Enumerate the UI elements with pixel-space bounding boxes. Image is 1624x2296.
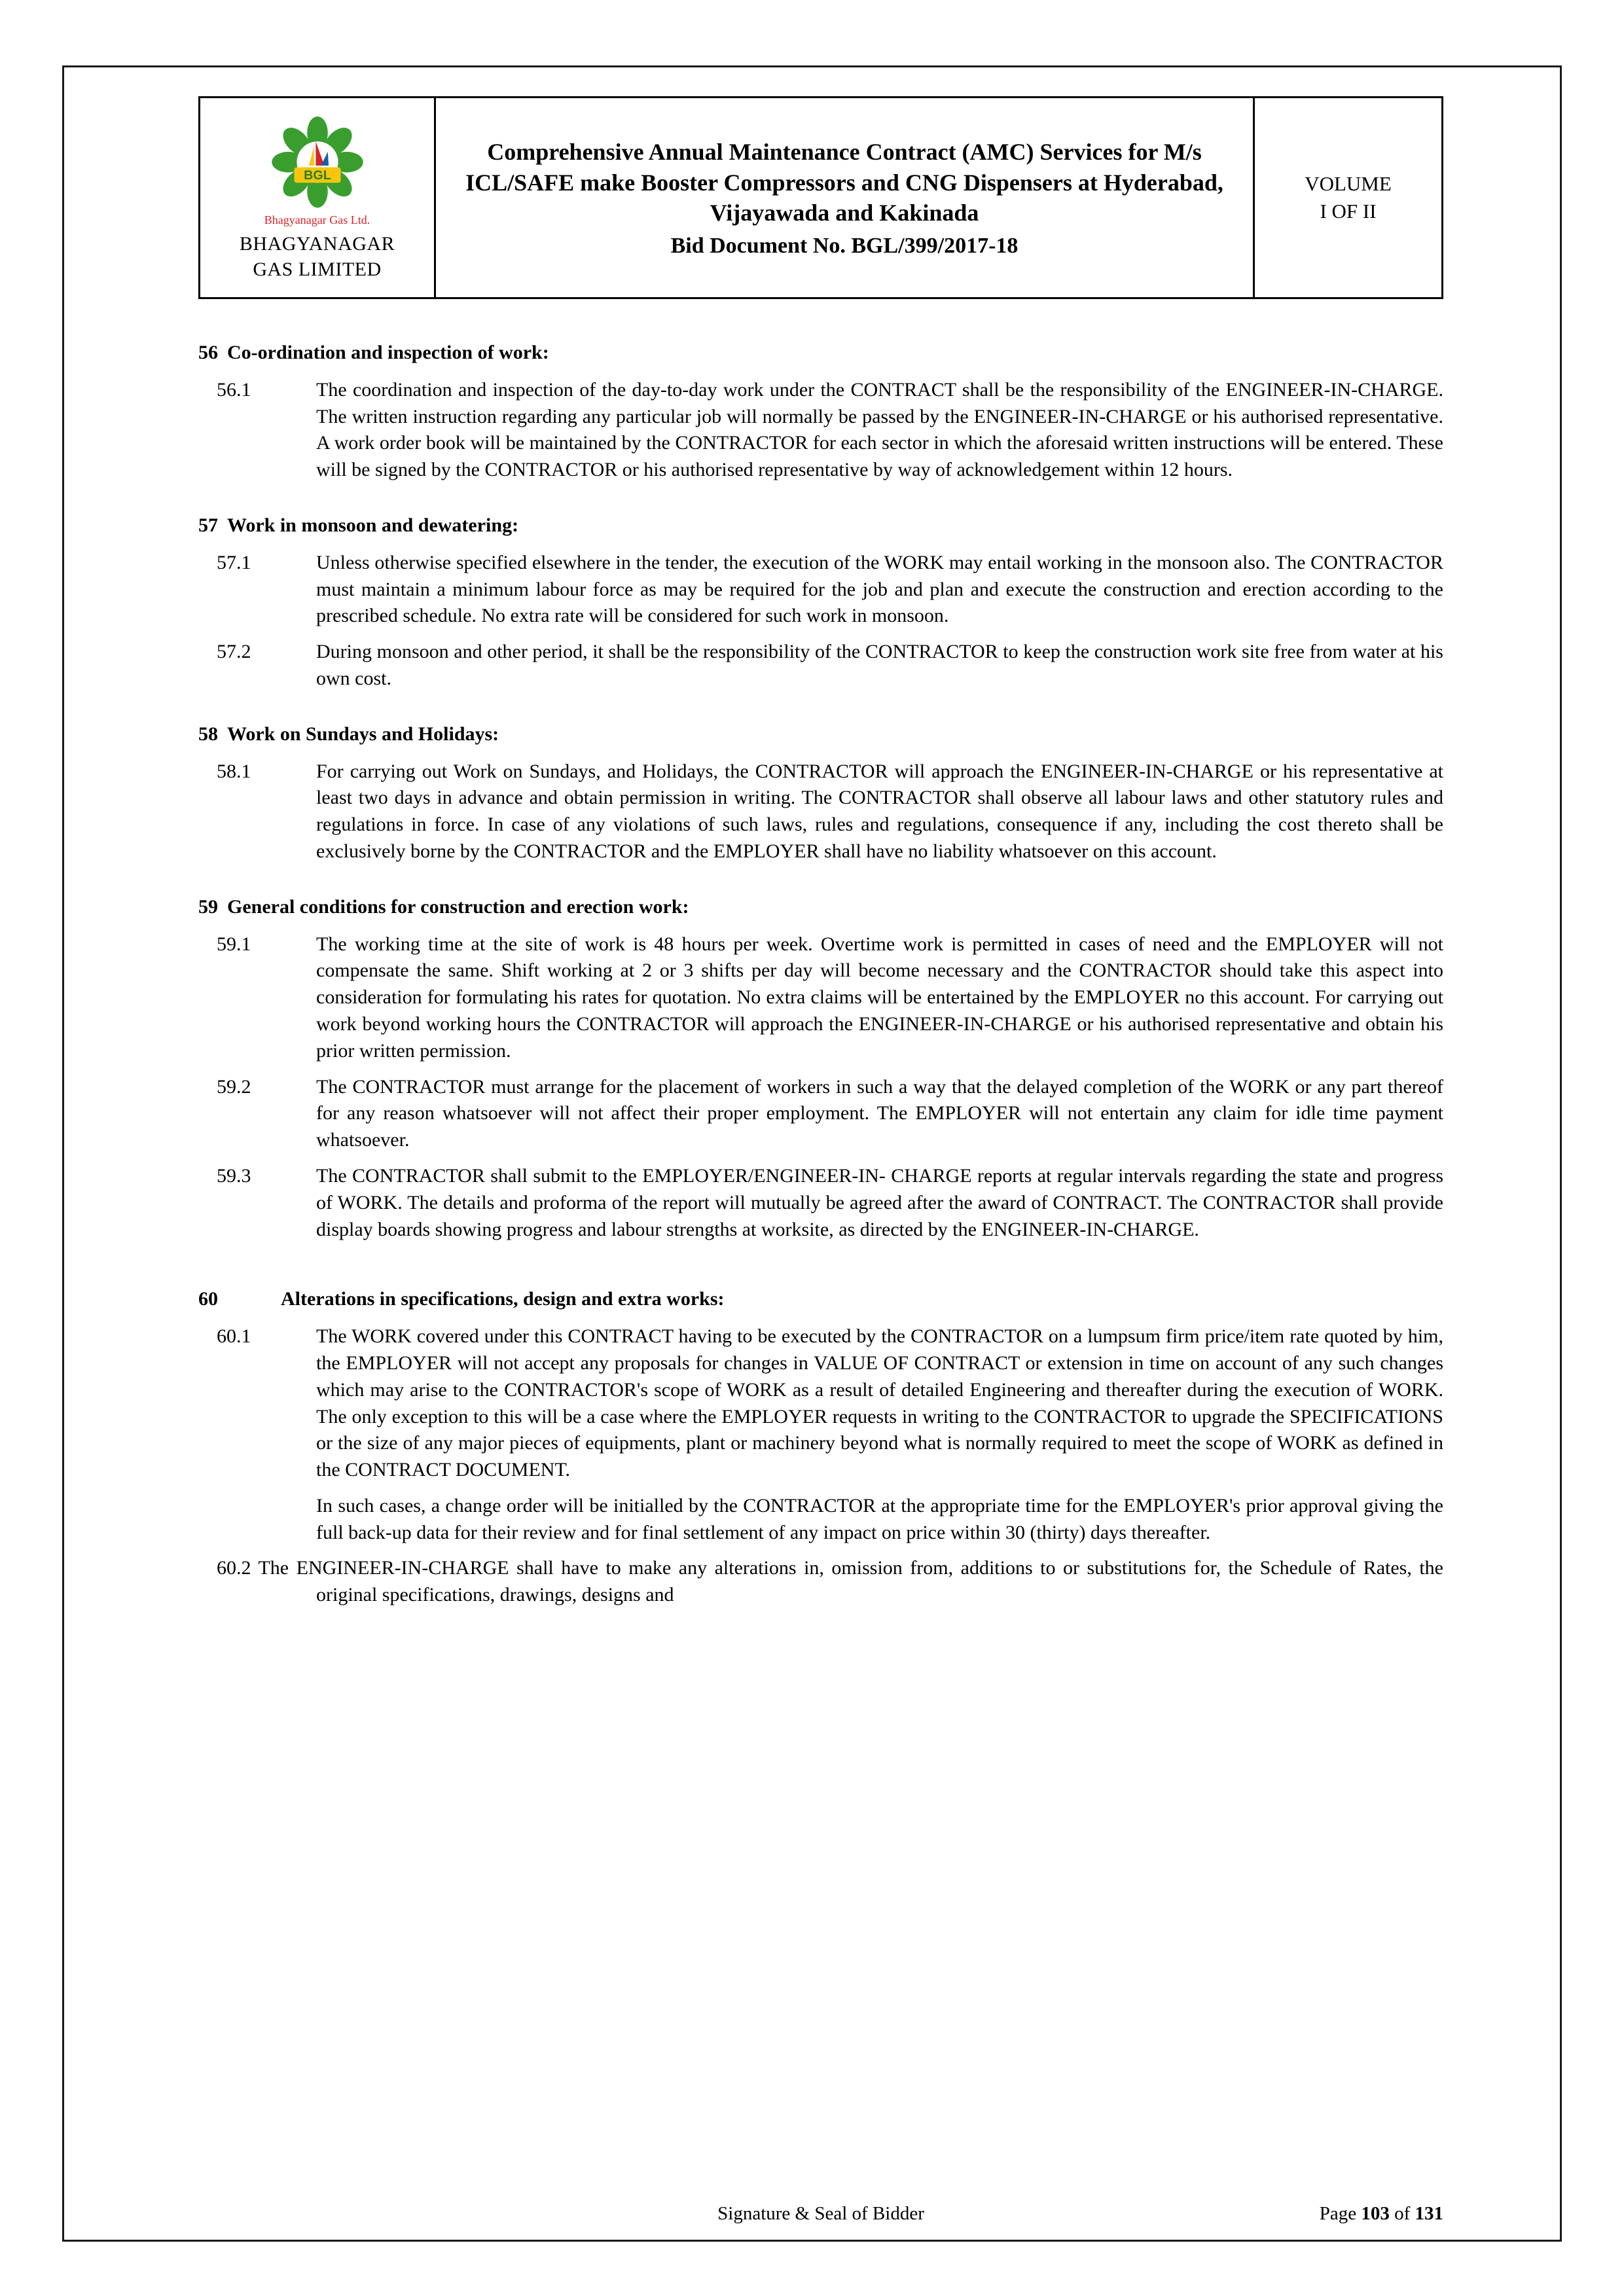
section-57-title: Work in monsoon and dewatering: (227, 514, 519, 536)
section-59-number: 59 (198, 895, 218, 918)
clause-59-1 (217, 931, 1443, 1065)
clause-58-1-number: 58.1 (217, 760, 251, 782)
company-name-line1: BHAGYANAGAR (239, 232, 395, 255)
section-56-title: Co-ordination and inspection of work: (227, 342, 549, 363)
page-footer (198, 2203, 1443, 2231)
logo-cell (200, 98, 436, 297)
total-page-number: 131 (1415, 2203, 1443, 2224)
clause-57-2 (217, 639, 1443, 692)
section-58 (198, 721, 1443, 865)
clause-57-1 (217, 550, 1443, 630)
clause-59-2-text: The CONTRACTOR must arrange for the placement of workers in such a way that the delayed completion of the WORK or any part thereof for any reason whatsoever will not affect their proper employment. The EMPLOYER will not entertain any claim for idle time payment whatsoever. (316, 1075, 1443, 1151)
bgl-logo-icon (265, 114, 370, 212)
clause-58-1 (217, 759, 1443, 865)
section-58-title: Work on Sundays and Holidays: (227, 723, 499, 745)
section-59 (198, 894, 1443, 1244)
clause-59-2 (217, 1074, 1443, 1154)
page-content (198, 96, 1443, 1618)
clause-60-1-number: 60.1 (217, 1325, 251, 1348)
volume-line1: VOLUME (1305, 172, 1392, 196)
clause-60-1-text: The WORK covered under this CONTRACT having to be executed by the CONTRACTOR on a lumpsum firm price/item rate quoted by him, the EMPLOYER will not accept any proposals for changes in VALUE OF CONTRACT or extension in time on account of any such changes which may arise to the CONTRACTOR's scope of WORK as a result of detailed Engineering and thereafter during the execution of WORK. The only exception to this will be a case where the EMPLOYER requests in writing to the CONTRACTOR to upgrade the SPECIFICATIONS or the size of any major pieces of equipments, plant or machinery beyond what is normally required to meet the scope of WORK as defined in the CONTRACT DOCUMENT. (316, 1325, 1443, 1481)
clause-59-3 (217, 1163, 1443, 1243)
document-body (198, 340, 1443, 1609)
bgl-monogram: BGL (303, 168, 331, 183)
logo-tagline: Bhagyanagar Gas Ltd. (264, 213, 370, 226)
section-59-title: General conditions for construction and erection work: (227, 895, 689, 918)
clause-56-1-text: The coordination and inspection of the day-to-day work under the CONTRACT shall be the responsibility of the ENGINEER-IN-CHARGE. The written instruction regarding any particular job will normally be passed by the ENGINEER-IN-CHARGE or his authorised representative. A work order book will be maintained by the CONTRACTOR for each sector in which the aforesaid written instructions will be entered. These will be signed by the CONTRACTOR or his authorised representative by way of acknowledgement within 12 hours. (316, 378, 1443, 481)
volume-line2: I OF II (1320, 200, 1377, 223)
section-56-number: 56 (198, 342, 218, 363)
section-60-title: Alterations in specifications, design and extra works: (281, 1288, 725, 1310)
clause-59-1-text: The working time at the site of work is 48 hours per week. Overtime work is permitted in cases of need and the EMPLOYER will not compensate the same. Shift working at 2 or 3 shifts per day will become necessary and the CONTRACTOR should take this aspect into consideration for formulating his rates for quotation. No extra claims will be entertained by the EMPLOYER no this account. For carrying out work beyond working hours the CONTRACTOR will approach the ENGINEER-IN-CHARGE or his authorised representative and obtain his prior written permission. (316, 933, 1443, 1062)
clause-60-1-continuation (217, 1493, 1443, 1547)
clause-60-2-text: The ENGINEER-IN-CHARGE shall have to make any alterations in, omission from, additions to or substitutions for, the Schedule of Rates, the original specifications, drawings, designs and (258, 1557, 1443, 1606)
section-57-heading (198, 512, 1443, 539)
section-57 (198, 512, 1443, 692)
clause-56-1-number: 56.1 (217, 378, 251, 401)
section-58-heading (198, 721, 1443, 748)
section-58-number: 58 (198, 723, 218, 745)
company-name-line2: GAS LIMITED (253, 258, 382, 280)
page-number-indicator (1320, 2203, 1443, 2225)
clause-59-3-text: The CONTRACTOR shall submit to the EMPLOYER/ENGINEER-IN- CHARGE reports at regular intervals regarding the state and progress of WORK. The details and proforma of the report will mutually be agreed after the award of CONTRACT. The CONTRACTOR shall provide display boards showing progress and labour strengths at worksite, as directed by the ENGINEER-IN-CHARGE. (316, 1164, 1443, 1240)
clause-60-2 (217, 1555, 1443, 1609)
clause-60-1-continuation-text: In such cases, a change order will be initialled by the CONTRACTOR at the appropriate time for the EMPLOYER's prior approval giving the full back-up data for their review and for final settlement of any impact on price within 30 (thirty) days thereafter. (316, 1494, 1443, 1543)
title-cell (436, 98, 1255, 297)
section-56-heading (198, 340, 1443, 367)
section-57-number: 57 (198, 514, 218, 536)
clause-57-1-text: Unless otherwise specified elsewhere in the tender, the execution of the WORK may entail working in the monsoon also. The CONTRACTOR must maintain a minimum labour force as may be required for the job and plan and execute the construction and erection according to the prescribed schedule. No extra rate will be considered for such work in monsoon. (316, 551, 1443, 627)
clause-60-1-continuation-number (217, 1493, 316, 1547)
current-page-number: 103 (1361, 2203, 1390, 2224)
volume-cell (1255, 98, 1441, 297)
clause-59-1-number: 59.1 (217, 933, 251, 955)
of-word: of (1394, 2203, 1411, 2224)
clause-59-3-number: 59.3 (217, 1164, 251, 1187)
section-60-number: 60 (198, 1288, 218, 1310)
section-56 (198, 340, 1443, 484)
clause-57-1-number: 57.1 (217, 551, 251, 573)
clause-57-2-number: 57.2 (217, 641, 251, 663)
signature-seal-label: Signature & Seal of Bidder (717, 2203, 924, 2224)
section-60-heading (198, 1286, 1443, 1313)
section-59-heading (198, 894, 1443, 921)
section-60 (198, 1286, 1443, 1609)
clause-57-2-text: During monsoon and other period, it shall be the responsibility of the CONTRACTOR to keep the construction work site free from water at his own cost. (316, 641, 1443, 689)
clause-59-2-number: 59.2 (217, 1075, 251, 1098)
clause-56-1 (217, 377, 1443, 484)
clause-60-2-number: 60.2 (217, 1557, 251, 1579)
page-word: Page (1319, 2203, 1357, 2224)
page-border (62, 65, 1562, 2242)
clause-58-1-text: For carrying out Work on Sundays, and Holidays, the CONTRACTOR will approach the ENGINEER-IN-CHARGE or his representative at least two days in advance and obtain permission in writing. The CONTRACTOR shall observe all labour laws and other statutory rules and regulations in force. In case of any violations of such laws, rules and regulations, consequence if any, including the cost thereto shall be exclusively borne by the CONTRACTOR and the EMPLOYER shall have no liability whatsoever on this account. (316, 760, 1443, 862)
document-header (198, 96, 1443, 299)
clause-60-1 (217, 1323, 1443, 1484)
bid-document-number: Bid Document No. BGL/399/2017-18 (670, 234, 1019, 259)
document-title: Comprehensive Annual Maintenance Contract (AMC) Services for M/s ICL/SAFE make Booster Compressors and CNG Dispensers at Hyderabad, Vijayawada and Kakinada (465, 138, 1223, 226)
